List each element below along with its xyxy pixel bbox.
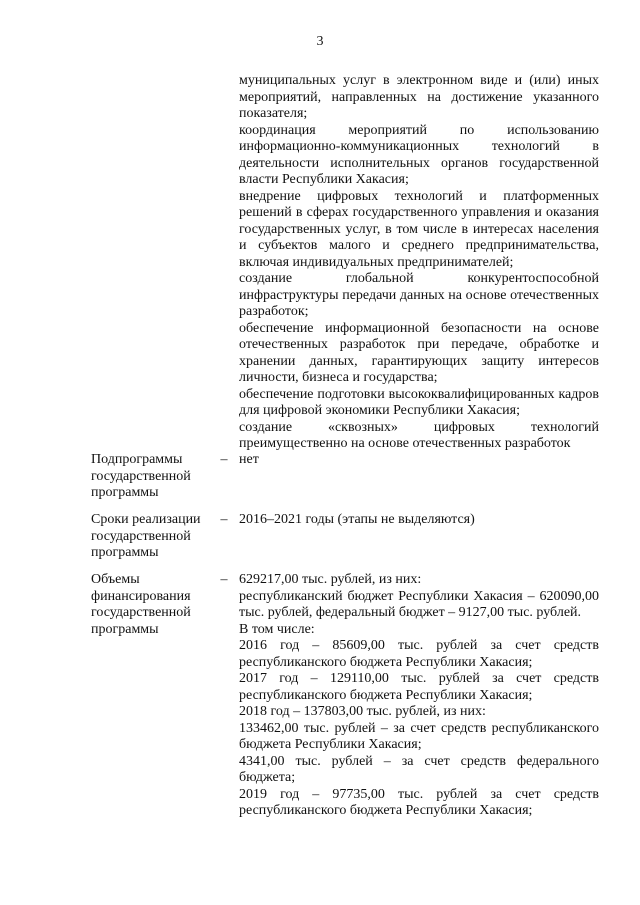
label-line: Подпрограммы	[91, 452, 183, 467]
label-line: финансирования	[91, 588, 191, 604]
value-line: республиканский бюджет Республики Хакасия – 620090,00 тыс. рублей, федеральный бюджет – 9127,00 тыс. рублей.	[239, 588, 599, 620]
label-line: государственной	[91, 605, 191, 620]
row-value	[239, 512, 599, 529]
label-line: Объемы	[91, 572, 140, 587]
value-line: нет	[239, 452, 259, 467]
label-line: государственной	[91, 468, 191, 484]
paragraph: обеспечение подготовки высококвалифицированных кадров для цифровой экономики Республики Хакасия;	[239, 386, 599, 418]
value-line: 133462,00 тыс. рублей – за счет средств республиканского бюджета Республики Хакасия;	[239, 720, 599, 752]
value-line: 629217,00 тыс. рублей, из них:	[239, 572, 422, 587]
row-dash: –	[220, 452, 228, 467]
row-label	[91, 512, 216, 562]
label-line: государственной	[91, 528, 191, 544]
objectives-continuation	[239, 73, 599, 453]
paragraph: муниципальных услуг в электронном виде и (или) иных мероприятий, направленных на достижение указанного показателя;	[239, 73, 599, 121]
value-line: 4341,00 тыс. рублей – за счет средств федерального бюджета;	[239, 753, 599, 785]
label-line: Сроки реализации	[91, 512, 201, 527]
label-line: программы	[91, 485, 159, 500]
row-label	[91, 452, 216, 502]
paragraph: создание глобальной конкурентоспособной инфраструктуры передачи данных на основе отечественных разработок;	[239, 271, 599, 319]
paragraph: создание «сквозных» цифровых технологий преимущественно на основе отечественных разработок	[239, 419, 599, 451]
value-line: 2016 год – 85609,00 тыс. рублей за счет средств республиканского бюджета Республики Хакасия;	[239, 638, 599, 670]
value-line: В том числе:	[239, 621, 315, 637]
label-line: программы	[91, 621, 159, 637]
value-line: 2019 год – 97735,00 тыс. рублей за счет средств республиканского бюджета Республики Хакасия;	[239, 786, 599, 818]
row-value	[239, 452, 599, 469]
label-line: программы	[91, 545, 159, 560]
row-dash: –	[220, 512, 228, 527]
page-number: 3	[316, 34, 324, 49]
paragraph: внедрение цифровых технологий и платформенных решений в сферах государственного управления и оказания государственных услуг, в том числе в интересах населения и субъектов малого и среднего предпринимательства, включая индивидуальных предпринимателей;	[239, 188, 599, 270]
value-line: 2018 год – 137803,00 тыс. рублей, из них:	[239, 704, 486, 719]
paragraph: координация мероприятий по использованию информационно-коммуникационных технологий в деятельности исполнительных органов государственной власти Республики Хакасия;	[239, 122, 599, 187]
row-value	[239, 572, 599, 820]
row-dash: –	[220, 572, 228, 587]
value-line: 2017 год – 129110,00 тыс. рублей за счет средств республиканского бюджета Республики Хакасия;	[239, 671, 599, 703]
value-line: 2016–2021 годы (этапы не выделяются)	[239, 512, 475, 527]
row-label	[91, 572, 216, 638]
paragraph: обеспечение информационной безопасности на основе отечественных разработок при передаче, обработке и хранении данных, гарантирующих защиту интересов личности, бизнеса и государства;	[239, 320, 599, 385]
